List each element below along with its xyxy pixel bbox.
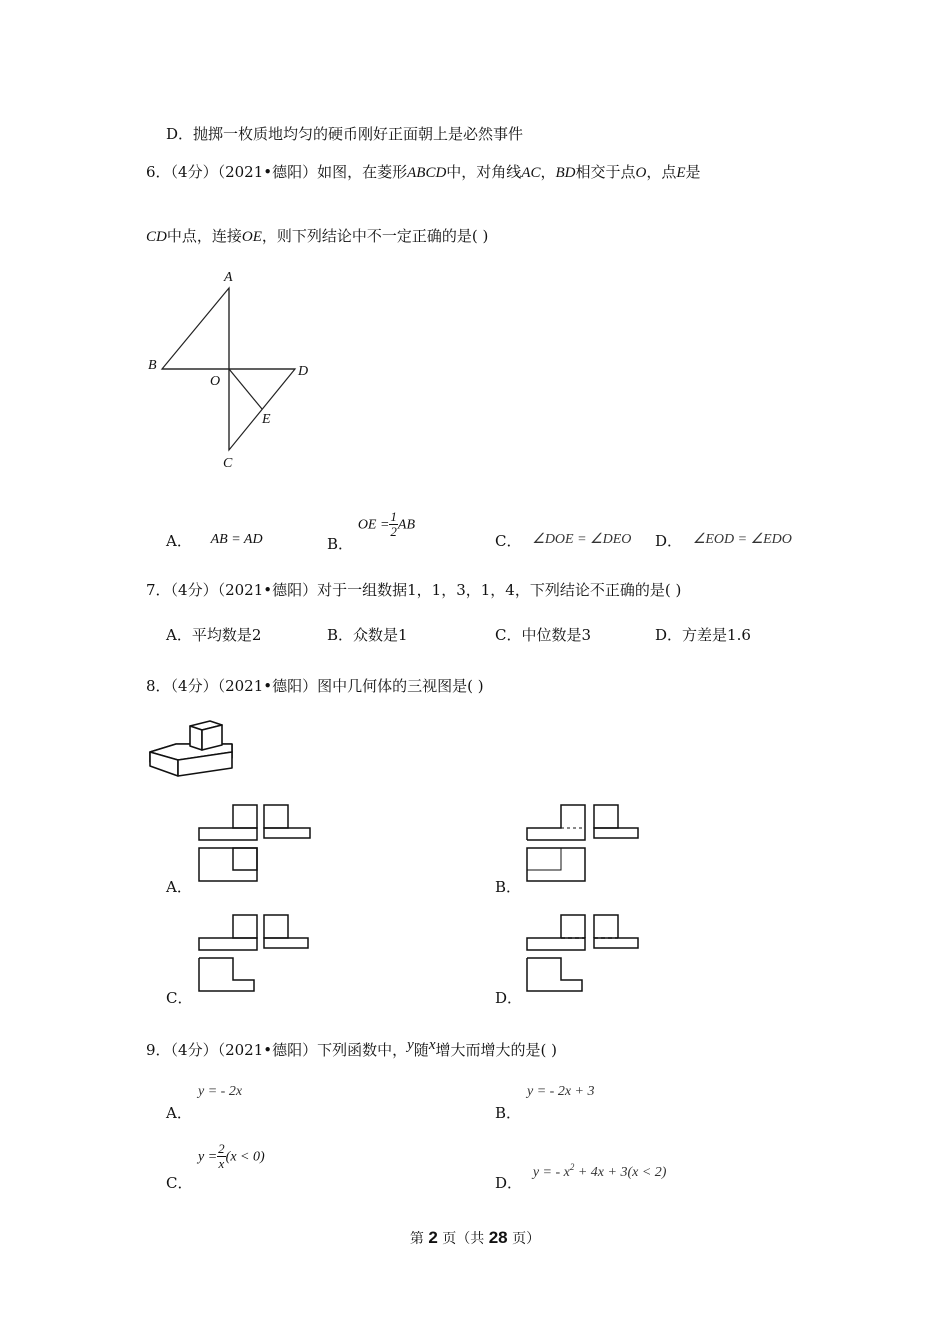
- q8-option-d[interactable]: D．: [495, 989, 523, 1007]
- q8-stem: 8．（4分）（2021•德阳）图中几何体的三视图是( ): [146, 677, 484, 695]
- label-d: D: [298, 364, 309, 379]
- q6-stem-line2: CD中点，连接OE，则下列结论中不一定正确的是( ): [146, 227, 489, 245]
- q9-option-d[interactable]: D． y = - $x^2 + 4x + 3(x < 2)$: [495, 1162, 667, 1192]
- label-a: A: [224, 270, 233, 285]
- q7-option-b[interactable]: B．众数是1: [327, 626, 408, 644]
- q9-stem: 9．（4分）（2021•德阳）下列函数中，y随x增大而增大的是( ): [146, 1037, 557, 1059]
- total-page-count: 28: [488, 1228, 508, 1247]
- q9-c-expression: y = $\frac{2}{x}$ (x < 0): [198, 1141, 265, 1171]
- q7-option-d[interactable]: D．方差是1.6: [655, 626, 751, 644]
- q8-solid-figure: [146, 718, 246, 784]
- fraction-one-half: $\frac{1}{2}$: [390, 509, 397, 539]
- page-footer: 第 2 页（共 28 页）: [409, 1228, 541, 1247]
- q8-option-a-views[interactable]: [196, 802, 316, 884]
- q7-option-a[interactable]: A．平均数是2: [166, 626, 262, 644]
- q6-rhombus-figure: [140, 265, 330, 475]
- fraction-two-over-x: $\frac{2}{x}$: [218, 1141, 225, 1171]
- q5-option-d: D．抛掷一枚质地均匀的硬币刚好正面朝上是必然事件: [166, 125, 524, 143]
- q8-option-b[interactable]: B．: [495, 878, 522, 896]
- q6-option-a[interactable]: A． AB = AD: [166, 532, 263, 550]
- q9-option-b[interactable]: y = - 2x + 3 B．: [495, 1084, 595, 1122]
- q9-option-c[interactable]: C． y = $\frac{2}{x}$ (x < 0): [166, 1141, 265, 1192]
- q6-option-c[interactable]: C． ∠DOE = ∠DEO: [495, 532, 632, 550]
- q8-option-c[interactable]: C．: [166, 989, 193, 1007]
- label-o: O: [210, 374, 221, 389]
- label-b: B: [148, 358, 157, 373]
- q9-option-a[interactable]: y = - 2x A．: [166, 1084, 243, 1122]
- q8-option-d-views[interactable]: [524, 912, 644, 994]
- q8-option-a[interactable]: A．: [166, 878, 192, 896]
- q6-option-d[interactable]: D． ∠EOD = ∠EDO: [655, 532, 792, 550]
- current-page-number: 2: [428, 1228, 438, 1247]
- q6-stem-line1: 6．（4分）（2021•德阳）如图，在菱形ABCD中，对角线AC，BD相交于点O，点E是: [146, 163, 701, 181]
- q7-stem: 7．（4分）（2021•德阳）对于一组数据1，1，3，1，4，下列结论不正确的是( ): [146, 581, 682, 599]
- q8-option-b-views[interactable]: [524, 802, 644, 884]
- q6-option-b[interactable]: B． OE = $\frac{1}{2}$ AB: [327, 509, 416, 553]
- label-c: C: [223, 456, 233, 471]
- segment-oe: [229, 369, 262, 409]
- q7-option-c[interactable]: C．中位数是3: [495, 626, 592, 644]
- q8-option-c-views[interactable]: [196, 912, 316, 994]
- label-e: E: [262, 412, 271, 427]
